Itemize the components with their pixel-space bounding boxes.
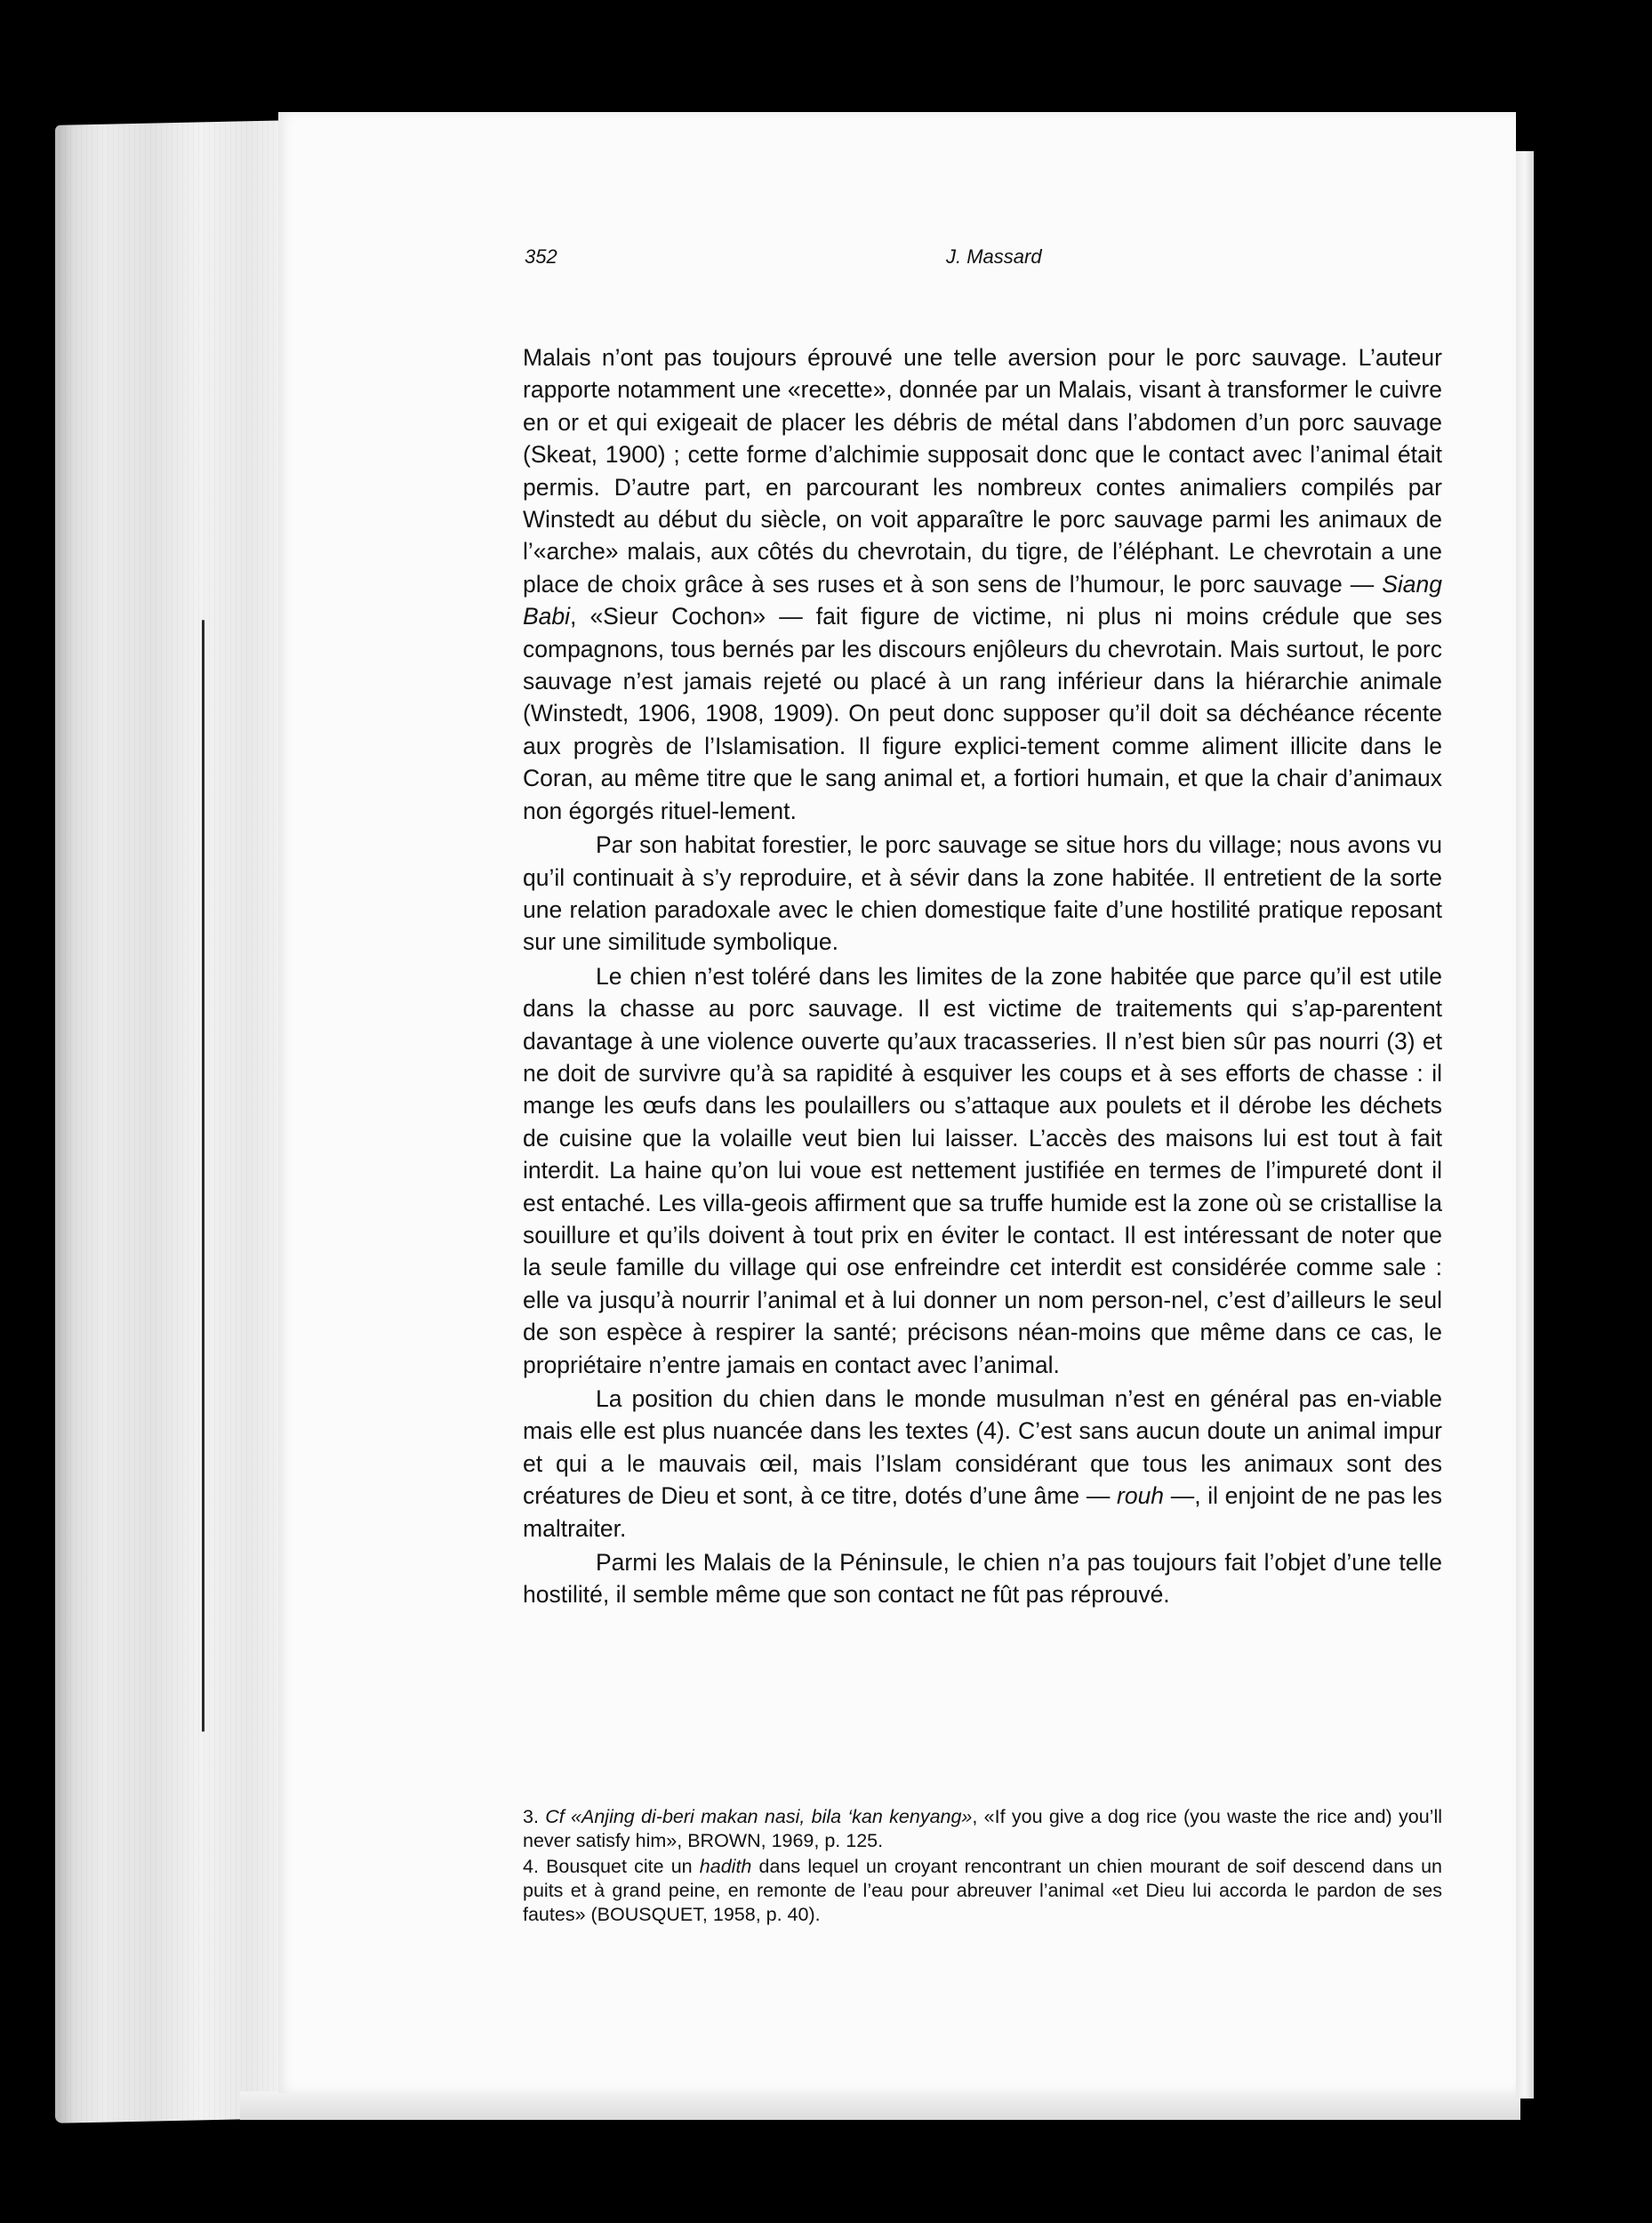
paragraph-4-text-b: —, il enjoint de ne pas les maltraiter.	[523, 1482, 1443, 1542]
paragraph-2: Par son habitat forestier, le porc sauvage se situe hors du village; nous avons vu qu’il continuait à s’y reproduire, et à sévir dans la zone habitée. Il entretient de la sorte une relation paradoxale avec le chien domestique faite d’une hostilité pratique reposant sur une similitude symbolique.	[523, 831, 1442, 956]
footnote-4-italic: hadith	[699, 1856, 752, 1877]
footnote-3	[523, 1805, 1442, 1853]
footnote-3-text: , «If you give a dog rice (you waste the rice and) you’ll never satisfy him», BROWN, 1969, p. 125.	[523, 1806, 1442, 1851]
paragraph-4-text-a: La position du chien dans le monde musulman n’est en général pas en-viable mais elle est plus nuancée dans les textes (4). C’est sans aucun doute un animal impur et qui a le mauvais œil, mais l’Islam considérant que tous les animaux sont des créatures de Dieu et sont, à ce titre, dotés d’une âme —	[523, 1385, 1442, 1510]
page-bottom-edge	[240, 2091, 1520, 2120]
paragraph-1-italic: Siang Babi	[523, 570, 1442, 630]
footnote-4	[523, 1855, 1442, 1927]
footnote-3-number: 3.	[523, 1806, 546, 1827]
paragraph-4	[523, 1383, 1442, 1545]
footnote-3-italic: Cf «Anjing di-beri makan nasi, bila ‘kan kenyang»	[545, 1806, 973, 1827]
running-head-author: J. Massard	[946, 245, 1042, 268]
page-right-edge	[1516, 151, 1534, 2099]
footnote-4-text-b: dans lequel un croyant rencontrant un chien mourant de soif descend dans un puits et à grand peine, en remonte de l’eau pour abreuver l’animal «et Dieu lui accorda le pardon de ses fautes» (BOUSQUET, 1958, p. 40).	[523, 1856, 1443, 1925]
page-header	[525, 245, 1325, 274]
paragraph-3: Le chien n’est toléré dans les limites de la zone habitée que parce qu’il est utile dans la chasse au porc sauvage. Il est victime de traitements qui s’ap-parentent davantage à une violence ouverte qu’aux tracasseries. Il n’est bien sûr pas nourri (3) et ne doit de survivre qu’à sa rapidité à esquiver les coups et à ses efforts de chasse : il mange les œufs dans les poulaillers ou s’attaque aux poulets et il dérobe les déchets de cuisine que la volaille veut bien lui laisser. L’accès des maisons lui est tout à fait interdit. La haine qu’on lui voue est nettement justifiée en termes de l’impureté dont il est entaché. Les villa-geois affirment que sa truffe humide est la zone où se cristallise la souillure et qu’ils doivent à tout prix en éviter le contact. Il est intéressant de noter que la seule famille du village qui ose enfreindre cet interdit est considérée comme sale : elle va jusqu’à nourrir l’animal et à lui donner un nom person-nel, c’est d’ailleurs le seul de son espèce à respirer la santé; précisons néan-moins que même dans ce cas, le propriétaire n’entre jamais en contact avec l’animal.	[523, 962, 1442, 1378]
paragraph-1	[523, 341, 1442, 827]
book-page-edges	[55, 120, 295, 2123]
page-number: 352	[525, 245, 557, 268]
paragraph-1-text-a: Malais n’ont pas toujours éprouvé une telle aversion pour le porc sauvage. L’auteur rapporte notamment une «recette», donnée par un Malais, visant à transformer le cuivre en or et qui exigeait de placer les débris de métal dans l’abdomen d’un porc sauvage (Skeat, 1900) ; cette forme d’alchimie supposait donc que le contact avec l’animal était permis. D’autre part, en parcourant les nombreux contes animaliers compilés par Winstedt au début du siècle, on voit apparaître le porc sauvage parmi les animaux de l’«arche» malais, aux côtés du chevrotain, du tigre, de l’éléphant. Le chevrotain a une place de choix grâce à ses ruses et à son sens de l’humour, le porc sauvage —	[523, 344, 1442, 598]
paragraph-1-text-b: , «Sieur Cochon» — fait figure de victime, ni plus ni moins crédule que ses compagnons, tous bernés par les discours enjôleurs du chevrotain. Mais surtout, le porc sauvage n’est jamais rejeté ou placé à un rang inférieur dans la hiérarchie animale (Winstedt, 1906, 1908, 1909). On peut donc supposer qu’il doit sa déchéance récente aux progrès de l’Islamisation. Il figure explici-tement comme aliment illicite dans le Coran, au même titre que le sang animal et, a fortiori humain, et que la chair d’animaux non égorgés rituel-lement.	[523, 603, 1442, 824]
paragraph-5: Parmi les Malais de la Péninsule, le chien n’a pas toujours fait l’objet d’une telle hostilité, il semble même que son contact ne fût pas réprouvé.	[523, 1549, 1442, 1609]
footnote-4-text-a: 4. Bousquet cite un	[523, 1856, 700, 1877]
paragraph-4-italic: rouh	[1117, 1482, 1165, 1510]
body-text	[523, 341, 1442, 1611]
footnotes	[523, 1805, 1442, 1927]
